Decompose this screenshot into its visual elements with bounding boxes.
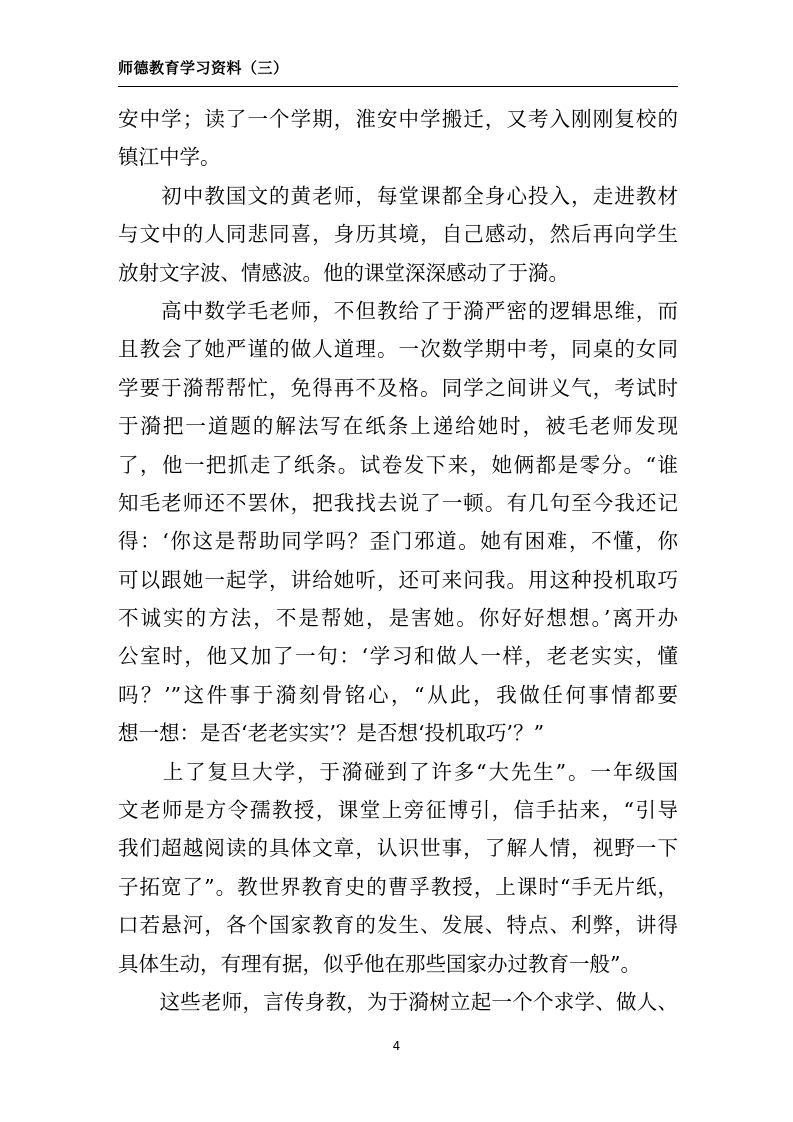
text-line: 可以跟她一起学，讲给她听，还可来问我。用这种投机取巧 xyxy=(118,567,678,592)
text-line: 且教会了她严谨的做人道理。一次数学期中考，同桌的女同 xyxy=(118,337,678,362)
text-line: 公室时，他又加了一句：‘学习和做人一样，老老实实，懂 xyxy=(118,644,678,669)
text-line: 口若悬河，各个国家教育的发生、发展、特点、利弊，讲得 xyxy=(118,913,678,938)
text-line: 知毛老师还不罢休，把我找去说了一顿。有几句至今我还记 xyxy=(118,490,678,515)
text-line: 不诚实的方法，不是帮她，是害她。你好好想想。’离开办 xyxy=(118,606,678,631)
running-header-title: 师德教育学习资料（三） xyxy=(118,59,289,77)
body-text xyxy=(118,100,678,1021)
text-line: 安中学；读了一个学期，淮安中学搬迁，又考入刚刚复校的 xyxy=(118,107,678,131)
text-line: 了，他一把抓走了纸条。试卷发下来，她俩都是零分。“谁 xyxy=(118,452,678,477)
text-line: 想一想：是否‘老老实实’？是否想‘投机取巧’？” xyxy=(118,721,545,746)
text-line: 高中数学毛老师，不但教给了于漪严密的逻辑思维，而 xyxy=(118,298,678,323)
text-line: 吗？’”这件事于漪刻骨铭心，“从此，我做任何事情都要 xyxy=(118,682,678,707)
text-line: 这些老师，言传身教，为于漪树立起一个个求学、做人、 xyxy=(118,989,678,1014)
text-line: 具体生动，有理有据，似乎他在那些国家办过教育一般”。 xyxy=(118,951,641,976)
text-line: 于漪把一道题的解法写在纸条上递给她时，被毛老师发现 xyxy=(118,414,678,439)
text-line: 放射文字波、情感波。他的课堂深深感动了于漪。 xyxy=(118,260,569,285)
text-line: 子拓宽了”。教世界教育史的曹孚教授，上课时“手无片纸， xyxy=(118,874,678,899)
text-line: 初中教国文的黄老师，每堂课都全身心投入，走进教材 xyxy=(118,183,678,208)
header-divider xyxy=(118,86,678,87)
text-line: 文老师是方令孺教授，课堂上旁征博引，信手拈来，“引导 xyxy=(118,798,678,823)
text-line: 与文中的人同悲同喜，身历其境，自己感动，然后再向学生 xyxy=(118,222,678,247)
text-line: 上了复旦大学，于漪碰到了许多“大先生”。一年级国 xyxy=(118,759,678,784)
text-line: 镇江中学。 xyxy=(118,145,221,170)
text-line: 我们超越阅读的具体文章，认识世事，了解人情，视野一下 xyxy=(118,836,678,861)
page-number: 4 xyxy=(392,1039,401,1053)
text-line: 得：‘你这是帮助同学吗？歪门邪道。她有困难，不懂，你 xyxy=(118,529,678,554)
text-line: 学要于漪帮帮忙，免得再不及格。同学之间讲义气，考试时 xyxy=(118,375,678,400)
